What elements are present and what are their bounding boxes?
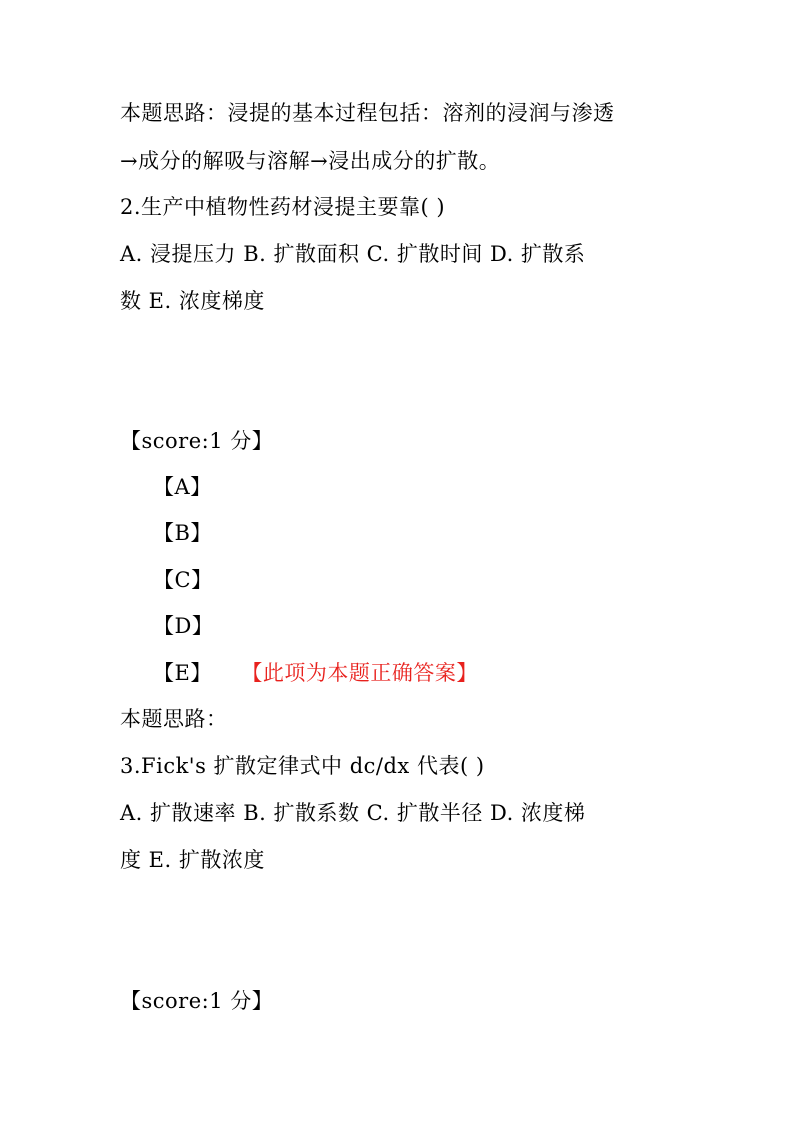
q1-analysis-line-2: →成分的解吸与溶解→浸出成分的扩散。 — [120, 149, 501, 173]
q3-options-line-2: 度 E. 扩散浓度 — [120, 848, 265, 872]
q2-choice-c[interactable]: 【C】 — [153, 568, 213, 592]
q2-choice-b[interactable]: 【B】 — [153, 521, 212, 545]
q2-question: 2.生产中植物性药材浸提主要靠( ) — [120, 195, 446, 219]
q2-analysis: 本题思路： — [120, 707, 228, 731]
q3-options-line-1: A. 扩散速率 B. 扩散系数 C. 扩散半径 D. 浓度梯 — [120, 801, 586, 825]
correct-answer-note: 【此项为本题正确答案】 — [251, 661, 478, 685]
q2-choice-a[interactable]: 【A】 — [153, 475, 212, 499]
q2-choice-e-row — [153, 658, 478, 688]
q2-choice-d[interactable]: 【D】 — [153, 614, 214, 638]
q2-choice-e[interactable]: 【E】 — [153, 661, 212, 685]
q2-options-line-2: 数 E. 浓度梯度 — [120, 289, 265, 313]
q2-options-line-1: A. 浸提压力 B. 扩散面积 C. 扩散时间 D. 扩散系 — [120, 242, 586, 266]
q3-question: 3.Fick's 扩散定律式中 dc/dx 代表( ) — [120, 754, 485, 778]
q3-score: 【score:1 分】 — [120, 989, 274, 1013]
q2-score: 【score:1 分】 — [120, 429, 274, 453]
q1-analysis-line-1: 本题思路：浸提的基本过程包括：溶剂的浸润与渗透 — [120, 101, 615, 125]
